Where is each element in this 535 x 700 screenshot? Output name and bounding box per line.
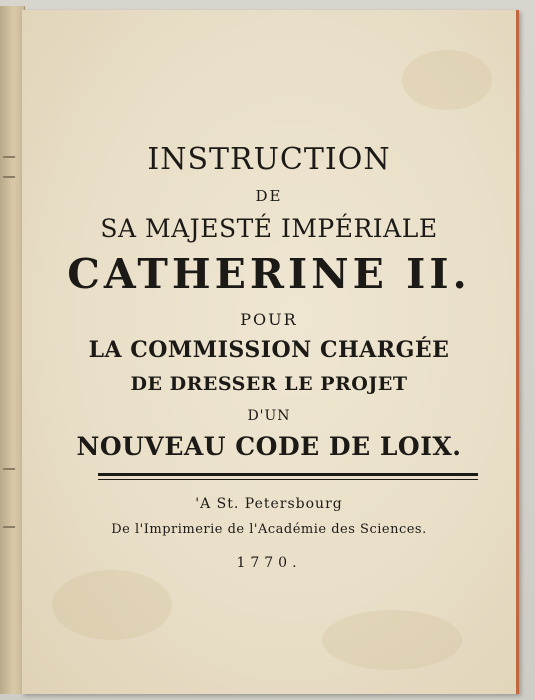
paper-stain xyxy=(402,50,492,110)
spine-mark xyxy=(3,156,15,158)
spine-mark xyxy=(3,468,15,470)
spine-mark xyxy=(3,176,15,178)
imprint-printer: De l'Imprimerie de l'Académie des Sciences. xyxy=(111,522,427,537)
title-line-de: DE xyxy=(255,187,283,205)
paper-stain xyxy=(322,610,462,670)
title-line-catherine: CATHERINE II. xyxy=(67,250,471,298)
title-line-majeste: SA MAJESTÉ IMPÉRIALE xyxy=(100,214,438,243)
imprint-year: 1770. xyxy=(236,555,302,571)
title-line-pour: POUR xyxy=(240,310,298,329)
divider-rule-thin xyxy=(98,479,478,480)
spine-mark xyxy=(3,526,15,528)
title-page xyxy=(22,10,519,694)
title-line-nouveau-code: NOUVEAU CODE DE LOIX. xyxy=(76,432,462,461)
paper-stain xyxy=(52,570,172,640)
divider-rule-thick xyxy=(98,473,478,476)
title-line-dresser: DE DRESSER LE PROJET xyxy=(130,373,408,395)
imprint-place: 'A St. Petersbourg xyxy=(195,496,343,512)
title-line-dun: D'UN xyxy=(247,408,291,424)
title-line-commission: LA COMMISSION CHARGÉE xyxy=(88,337,450,363)
title-line-instruction: INSTRUCTION xyxy=(147,142,391,177)
